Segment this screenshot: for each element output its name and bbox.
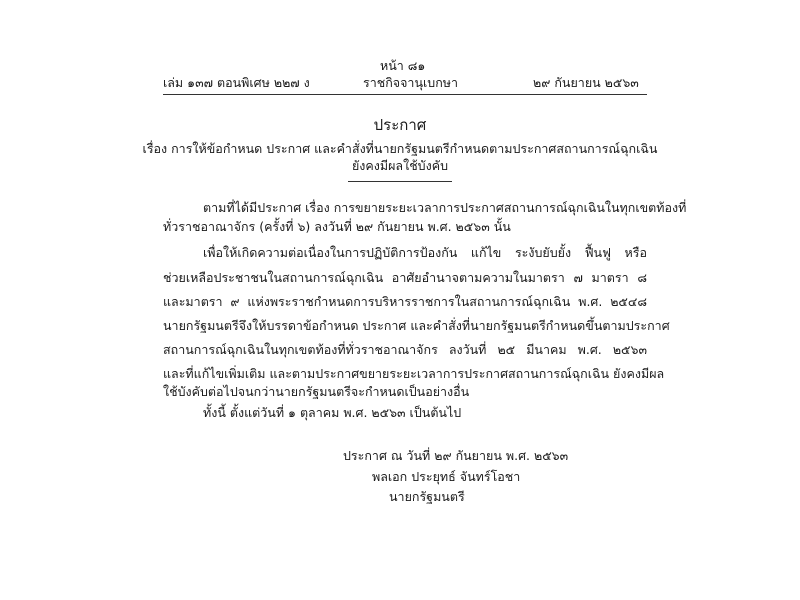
paragraph-line: ทั้งนี้ ตั้งแต่วันที่ ๑ ตุลาคม พ.ศ. ๒๕๖๓ เป็นต้นไป <box>203 405 462 420</box>
signature-position: นายกรัฐมนตรี <box>389 489 465 504</box>
subject-line-2: ยังคงมีผลใช้บังคับ <box>351 158 449 173</box>
signature-name: พลเอก ประยุทธ์ จันทร์โอชา <box>372 469 521 484</box>
title-divider <box>348 181 452 182</box>
paragraph-line: และที่แก้ไขเพิ่มเติม และตามประกาศขยายระยะเวลาการประกาศสถานการณ์ฉุกเฉิน ยังคงมีผล <box>163 366 665 381</box>
signature-date: ประกาศ ณ วันที่ ๒๙ กันยายน พ.ศ. ๒๕๖๓ <box>343 448 569 463</box>
paragraph-line: ตามที่ได้มีประกาศ เรื่อง การขยายระยะเวลาการประกาศสถานการณ์ฉุกเฉินในทุกเขตท้องที่ <box>203 200 687 215</box>
paragraph-line: นายกรัฐมนตรีจึงให้บรรดาข้อกำหนด ประกาศ และคำสั่งที่นายกรัฐมนตรีกำหนดขึ้นตามประกาศ <box>163 318 670 333</box>
paragraph-3 <box>163 405 647 421</box>
paragraph-line: และมาตรา ๙ แห่งพระราชกำหนดการบริหารราชการในสถานการณ์ฉุกเฉิน พ.ศ. ๒๕๔๘ <box>163 294 647 309</box>
volume-info: เล่ม ๑๓๗ ตอนพิเศษ ๒๒๗ ง <box>163 75 310 90</box>
gazette-name: ราชกิจจานุเบกษา <box>363 75 459 90</box>
page-number: หน้า ๘๑ <box>380 58 426 73</box>
gazette-date: ๒๙ กันยายน ๒๕๖๓ <box>533 75 639 90</box>
paragraph-line: ช่วยเหลือประชาชนในสถานการณ์ฉุกเฉิน อาศัยอำนาจตามความในมาตรา ๗ มาตรา ๘ <box>163 270 647 285</box>
paragraph-1 <box>163 200 687 235</box>
header-divider <box>163 94 647 95</box>
paragraph-line: ทั่วราชอาณาจักร (ครั้งที่ ๖) ลงวันที่ ๒๙ กันยายน พ.ศ. ๒๕๖๓ นั้น <box>163 219 511 234</box>
paragraph-2 <box>163 245 670 400</box>
document-title: ประกาศ <box>373 116 427 134</box>
paragraph-line: สถานการณ์ฉุกเฉินในทุกเขตท้องที่ทั่วราชอาณาจักร ลงวันที่ ๒๕ มีนาคม พ.ศ. ๒๕๖๓ <box>163 342 647 357</box>
subject-line-1: เรื่อง การให้ข้อกำหนด ประกาศ และคำสั่งที่นายกรัฐมนตรีกำหนดตามประกาศสถานการณ์ฉุกเฉิน <box>142 141 658 156</box>
paragraph-line: ใช้บังคับต่อไปจนกว่านายกรัฐมนตรีจะกำหนดเป็นอย่างอื่น <box>163 384 470 399</box>
paragraph-line: เพื่อให้เกิดความต่อเนื่องในการปฏิบัติการป้องกัน แก้ไข ระงับยับยั้ง ฟื้นฟู หรือ <box>203 245 647 260</box>
